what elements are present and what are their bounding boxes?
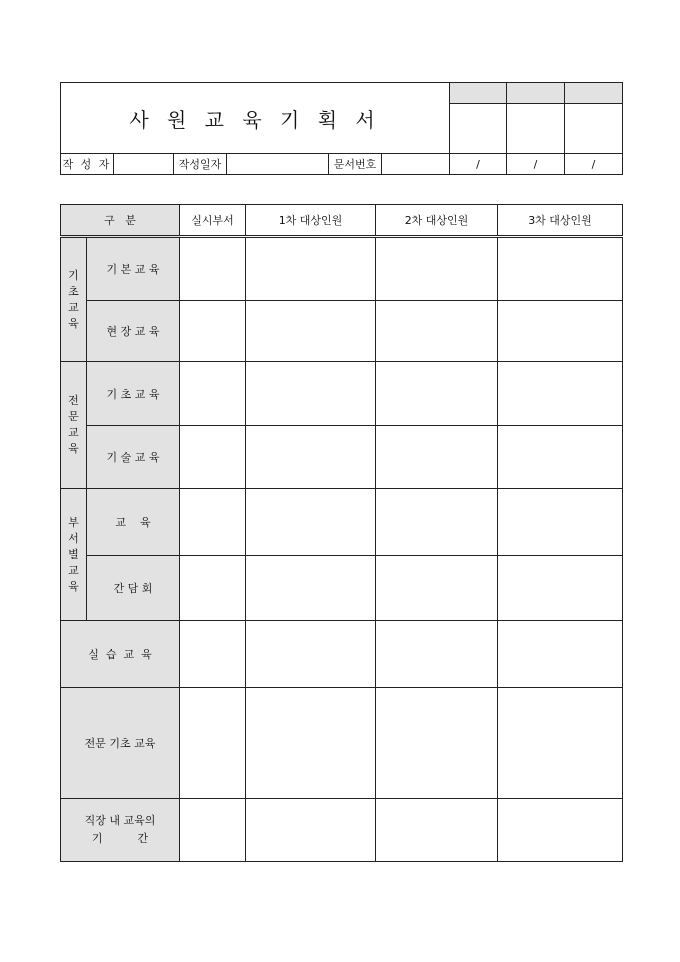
cell[interactable] <box>376 556 498 621</box>
approval-date-3[interactable]: / <box>565 154 623 175</box>
row-basic-2-label: 현 장 교 육 <box>87 301 180 362</box>
cell[interactable] <box>376 301 498 362</box>
group-pro-label: 전 문 교 육 <box>61 362 87 489</box>
approval-sign-1[interactable] <box>450 104 507 154</box>
cell[interactable] <box>376 489 498 556</box>
cell[interactable] <box>376 799 498 862</box>
cell[interactable] <box>180 621 246 688</box>
row-pro-1-label: 기 초 교 육 <box>87 362 180 426</box>
approval-date-1[interactable]: / <box>450 154 507 175</box>
header-third: 3차 대상인원 <box>498 205 623 237</box>
cell[interactable] <box>498 426 623 489</box>
cell[interactable] <box>180 489 246 556</box>
cell[interactable] <box>180 426 246 489</box>
author-field[interactable] <box>114 154 174 175</box>
approval-header-3 <box>565 83 623 104</box>
row-period-line1: 직장 내 교육의 <box>84 814 156 827</box>
cell[interactable] <box>498 799 623 862</box>
cell[interactable] <box>246 621 376 688</box>
approval-sign-2[interactable] <box>507 104 565 154</box>
cell[interactable] <box>246 688 376 799</box>
approval-header-1 <box>450 83 507 104</box>
row-practice-label: 실 습 교 육 <box>61 621 180 688</box>
cell[interactable] <box>376 237 498 301</box>
cell[interactable] <box>246 799 376 862</box>
row-pro-2-label: 기 술 교 육 <box>87 426 180 489</box>
document-header <box>60 82 623 175</box>
cell[interactable] <box>498 301 623 362</box>
date-label: 작성일자 <box>174 154 227 175</box>
header-first: 1차 대상인원 <box>246 205 376 237</box>
approval-date-2[interactable]: / <box>507 154 565 175</box>
cell[interactable] <box>498 556 623 621</box>
group-basic-label: 기 초 교 육 <box>61 237 87 362</box>
header-category: 구 분 <box>61 205 180 237</box>
author-label: 작 성 자 <box>61 154 114 175</box>
cell[interactable] <box>246 489 376 556</box>
row-dept-1-label: 교 육 <box>87 489 180 556</box>
cell[interactable] <box>246 556 376 621</box>
header-second: 2차 대상인원 <box>376 205 498 237</box>
approval-sign-3[interactable] <box>565 104 623 154</box>
cell[interactable] <box>180 799 246 862</box>
cell[interactable] <box>498 621 623 688</box>
row-period-label <box>61 799 180 862</box>
cell[interactable] <box>376 426 498 489</box>
training-plan-table <box>60 204 623 862</box>
row-dept-2-label: 간 담 회 <box>87 556 180 621</box>
row-period-line2: 기 간 <box>91 832 149 845</box>
cell[interactable] <box>498 362 623 426</box>
group-dept-label: 부 서 별 교 육 <box>61 489 87 621</box>
docno-field[interactable] <box>382 154 450 175</box>
cell[interactable] <box>180 301 246 362</box>
document-title: 사 원 교 육 기 획 서 <box>61 83 450 154</box>
docno-label: 문서번호 <box>329 154 382 175</box>
cell[interactable] <box>246 301 376 362</box>
cell[interactable] <box>246 426 376 489</box>
cell[interactable] <box>246 237 376 301</box>
cell[interactable] <box>180 362 246 426</box>
cell[interactable] <box>498 237 623 301</box>
cell[interactable] <box>376 688 498 799</box>
header-dept: 실시부서 <box>180 205 246 237</box>
cell[interactable] <box>180 688 246 799</box>
cell[interactable] <box>376 621 498 688</box>
date-field[interactable] <box>227 154 329 175</box>
cell[interactable] <box>498 489 623 556</box>
cell[interactable] <box>180 556 246 621</box>
cell[interactable] <box>246 362 376 426</box>
row-basic-1-label: 기 본 교 육 <box>87 237 180 301</box>
cell[interactable] <box>498 688 623 799</box>
approval-header-2 <box>507 83 565 104</box>
cell[interactable] <box>376 362 498 426</box>
cell[interactable] <box>180 237 246 301</box>
row-pro-basic-label: 전문 기초 교육 <box>61 688 180 799</box>
